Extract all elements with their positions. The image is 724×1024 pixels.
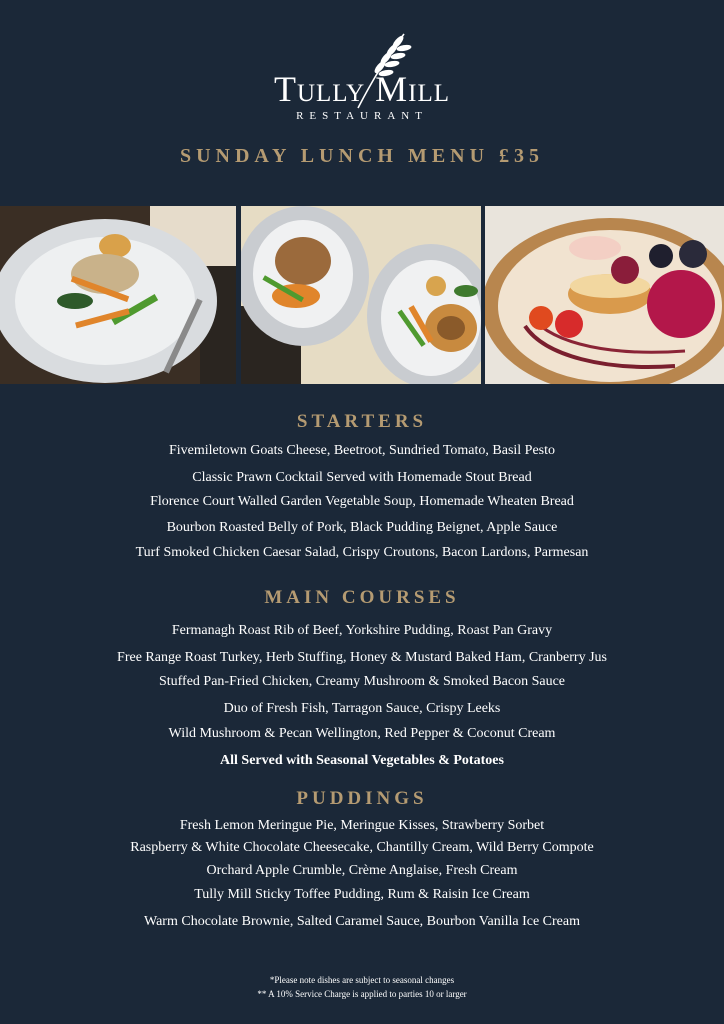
- dessert-photo: [485, 206, 724, 384]
- logo-subtitle: RESTAURANT: [296, 110, 428, 122]
- restaurant-logo: [0, 30, 724, 125]
- starter-item: Florence Court Walled Garden Vegetable Soup, Homemade Wheaten Bread: [150, 494, 574, 509]
- pudding-item: Tully Mill Sticky Toffee Pudding, Rum & Raisin Ice Cream: [194, 887, 530, 902]
- pudding-item: Fresh Lemon Meringue Pie, Meringue Kisses, Strawberry Sorbet: [179, 818, 545, 833]
- mains-note: All Served with Seasonal Vegetables & Potatoes: [220, 753, 504, 768]
- main-item: Wild Mushroom & Pecan Wellington, Red Pepper & Coconut Cream: [168, 726, 556, 741]
- puddings-heading: PUDDINGS: [296, 788, 428, 809]
- starter-item: Turf Smoked Chicken Caesar Salad, Crispy Croutons, Bacon Lardons, Parmesan: [135, 545, 589, 560]
- pudding-item: Orchard Apple Crumble, Crème Anglaise, Fresh Cream: [206, 863, 518, 878]
- roast-dinner-photo: [241, 206, 481, 384]
- pudding-item: Warm Chocolate Brownie, Salted Caramel Sauce, Bourbon Vanilla Ice Cream: [144, 914, 580, 929]
- starter-item: Classic Prawn Cocktail Served with Homemade Stout Bread: [192, 470, 532, 485]
- chicken-dish-photo: [0, 206, 236, 384]
- starter-item: Fivemiletown Goats Cheese, Beetroot, Sundried Tomato, Basil Pesto: [168, 443, 556, 458]
- main-item: Fermanagh Roast Rib of Beef, Yorkshire Pudding, Roast Pan Gravy: [171, 623, 553, 638]
- service-charge-note: ** A 10% Service Charge is applied to parties 10 or larger: [257, 989, 467, 999]
- main-item: Free Range Roast Turkey, Herb Stuffing, Honey & Mustard Baked Ham, Cranberry Jus: [117, 650, 607, 665]
- starter-item: Bourbon Roasted Belly of Pork, Black Pudding Beignet, Apple Sauce: [166, 520, 558, 535]
- food-photos: [0, 206, 724, 384]
- seasonal-note: *Please note dishes are subject to seasonal changes: [269, 975, 455, 985]
- starters-heading: STARTERS: [296, 411, 428, 432]
- main-courses-heading: MAIN COURSES: [264, 587, 460, 608]
- logo-title: Tully Mill: [273, 69, 450, 109]
- menu-title: SUNDAY LUNCH MENU £35: [179, 145, 545, 167]
- main-item: Stuffed Pan-Fried Chicken, Creamy Mushroom & Smoked Bacon Sauce: [158, 674, 566, 689]
- pudding-item: Raspberry & White Chocolate Cheesecake, Chantilly Cream, Wild Berry Compote: [130, 840, 594, 855]
- main-item: Duo of Fresh Fish, Tarragon Sauce, Crispy Leeks: [223, 701, 501, 716]
